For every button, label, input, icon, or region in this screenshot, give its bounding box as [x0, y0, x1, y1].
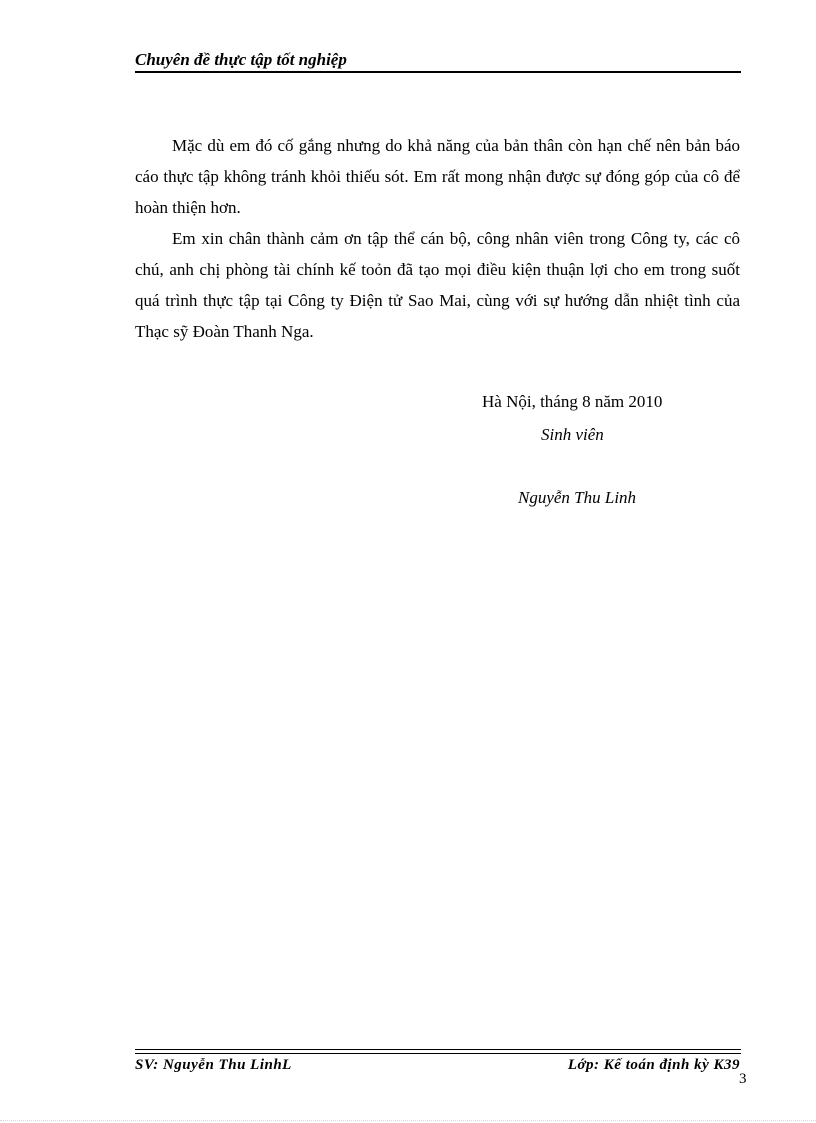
footer-student: SV: Nguyễn Thu LinhL: [135, 1057, 292, 1073]
footer-divider-top: [135, 1049, 741, 1050]
signer-role: Sinh viên: [541, 425, 604, 444]
page-edge: [0, 1120, 816, 1121]
header-divider: [135, 71, 741, 73]
page-header-title: Chuyên đề thực tập tốt nghiệp: [135, 50, 347, 69]
footer-class: Lớp: Kế toán định kỳ K39: [567, 1057, 740, 1073]
paragraph-apology: Mặc dù em đó cố gắng nhưng do khả năng của bản thân còn hạn chế nên bản báo cáo thực tập không tránh khỏi thiếu sót. Em rất mong nhận được sự đóng góp của cô để hoàn thiện hơn.: [135, 136, 740, 217]
page-number: 3: [739, 1071, 747, 1087]
paragraph-thanks: Em xin chân thành cảm ơn tập thể cán bộ, công nhân viên trong Công ty, các cô chú, anh chị phòng tài chính kế toỏn đã tạo mọi điều kiện thuận lợi cho em trong suốt quá trình thực tập tại Công ty Điện tử Sao Mai, cùng với sự hướng dẫn nhiệt tình của Thạc sỹ Đoàn Thanh Nga.: [135, 229, 740, 341]
place-date: Hà Nội, tháng 8 năm 2010: [482, 392, 663, 411]
document-body: [135, 130, 740, 347]
footer-divider-bottom: [135, 1053, 741, 1054]
signer-name: Nguyễn Thu Linh: [518, 488, 637, 507]
